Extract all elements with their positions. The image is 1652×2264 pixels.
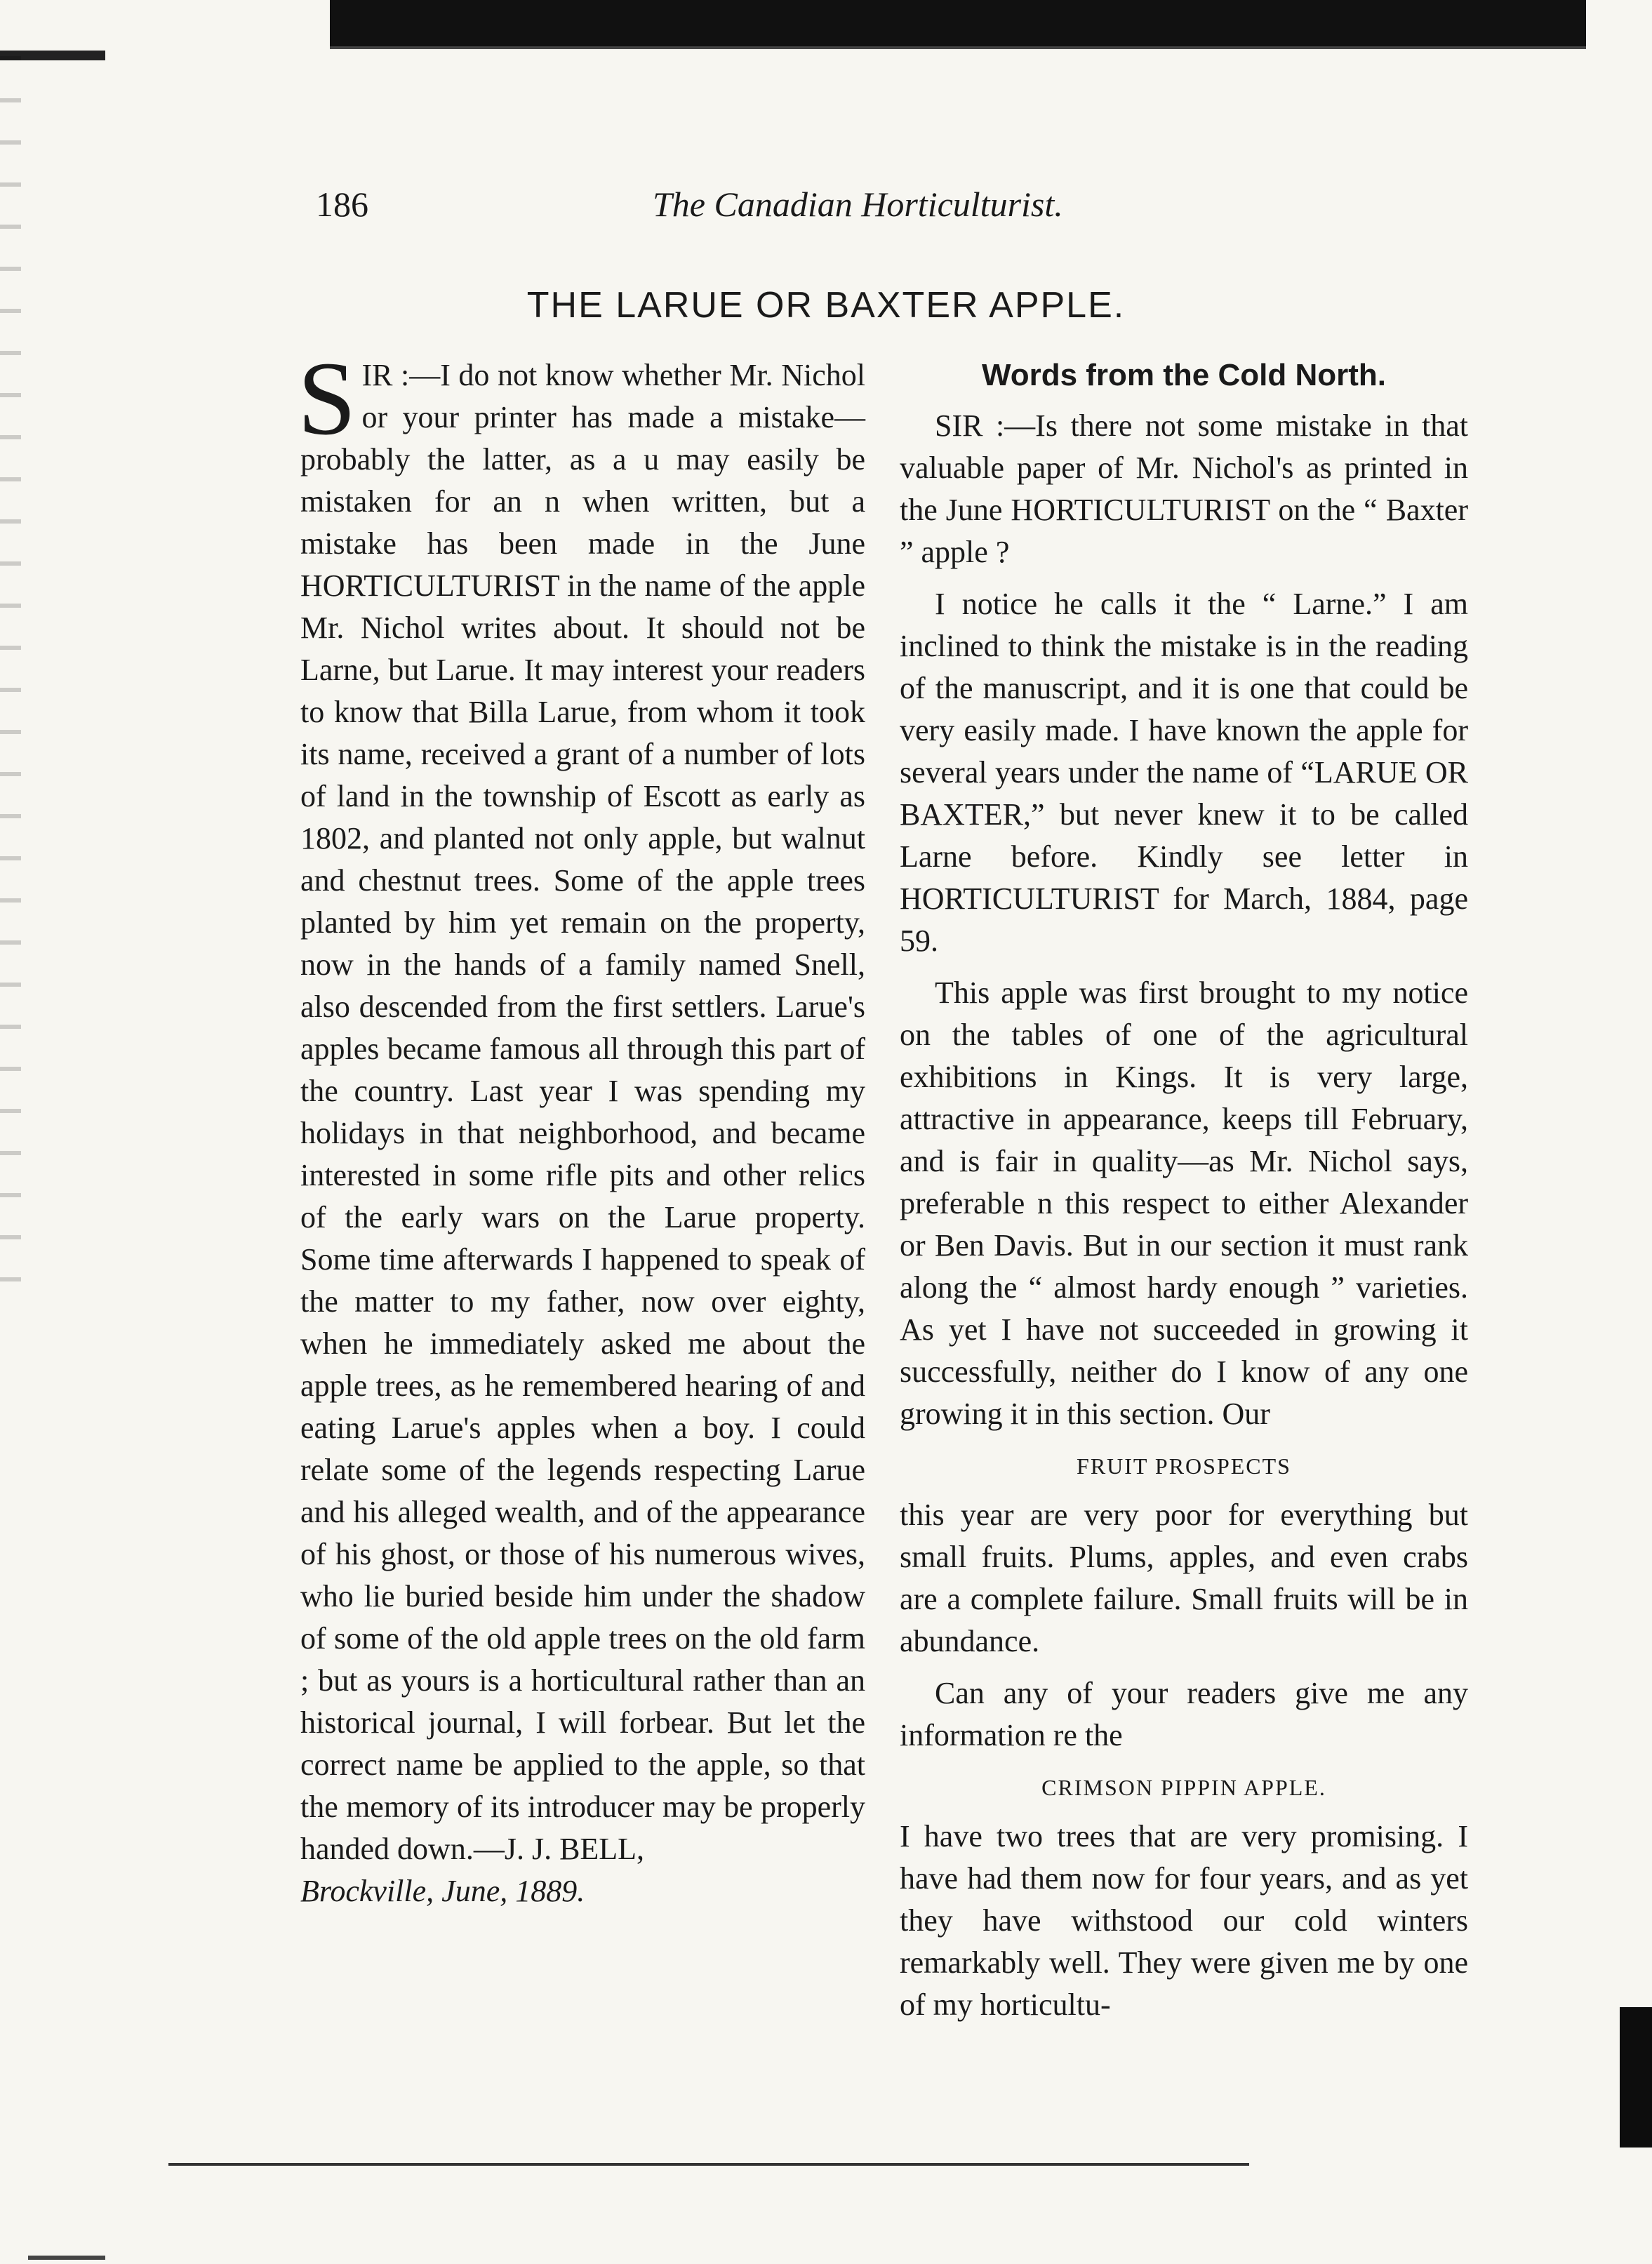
right-paragraph-3: This apple was first brought to my notice on the tables of one of the agricultural exhibitions in Kings. It is very large, attractive in appearance, keeps till February, and is fair in quality—as Mr. Nichol says, preferable n this respect to either Alexander or Ben Davis. But in our section it must rank along the “ almost hardy enough ” varieties. As yet I have not succeeded in growing it successfully, neither do I know of any one growing it in this section. Our [900,975,1468,1431]
left-paragraph-1-text: IR :—I do not know whether Mr. Nichol or your printer has made a mistake—probably the latter, as a u may easily be mistaken for an n when written, but a mistake has been made in the June HORTICULTURIST in the name of the apple Mr. Nichol writes about. It should not be Larne, but Larue. It may interest your readers to know that Billa Larue, from whom it took its name, received a grant of a number of lots of land in the township of Escott as early as 1802, and planted not only apple, but walnut and chestnut trees. Some of the apple trees planted by him yet remain on the property, now in the hands of a family named Snell, also descended from the first settlers. Larue's apples became famous all through this part of the country. Last year I was spending my holidays in that neighborhood, and became interested in some rifle pits and other relics of the early wars on the Larue property. Some time afterwards I happened to speak of the matter to my father, now over eighty, when he immediately asked me about the apple trees, as he remembered hearing of and eating Larue's apples when a boy. I could relate some of the legends respecting Larue and his alleged wealth, and of the appearance of his ghost, or those of his numerous wives, who lie buried beside him under the shadow of some of the old apple trees on the old farm ; but as yours is a horticultural rather than an historical journal, I will forbear. But let the correct name be applied to the apple, so that the memory of its introducer may be properly handed down.—J. J. BELL, [300,358,865,1866]
signature-place-date: Brockville, June, 1889. [300,1874,585,1908]
bottom-rule [168,2163,1249,2166]
running-head [316,184,1481,240]
left-scan-edge [0,56,21,1319]
article-title: THE LARUE OR BAXTER APPLE. [526,285,1126,326]
top-border-thin-rule [330,46,1586,49]
right-column [900,354,1468,2036]
right-paragraph-2: I notice he calls it the “ Larne.” I am inclined to think the mistake is in the reading of the manuscript, and it is one that could be very easily made. I have known the apple for several years under the name of “LARUE OR BAXTER,” but never knew it to be called Larne before. Kindly see letter in HORTICULTURIST for March, 1884, page 59. [900,587,1468,958]
bottom-margin-mark [28,2256,105,2260]
left-paragraph-1 [298,340,865,1912]
journal-title: The Canadian Horticulturist. [653,185,1063,224]
page-number: 186 [316,185,368,224]
drop-cap: S [298,340,357,457]
right-paragraph-6: I have two trees that are very promising. I have had them now for four years, and as yet they have withstood our cold winters remarkably well. They were given me by one of my horticultu- [900,1819,1468,2022]
left-column [298,340,865,1922]
top-border-rule [330,0,1586,46]
section-title: Words from the Cold North. [981,358,1387,392]
right-paragraph-5: Can any of your readers give me any information re the [900,1676,1468,1752]
right-paragraph-4: this year are very poor for everything but small fruits. Plums, apples, and even crabs are a complete failure. Small fruits will be in abundance. [900,1498,1468,1658]
subhead-crimson-pippin: CRIMSON PIPPIN APPLE. [1041,1775,1326,1800]
subhead-fruit-prospects: FRUIT PROSPECTS [1077,1453,1291,1479]
right-edge-blot [1620,2007,1652,2148]
right-paragraph-1: SIR :—Is there not some mistake in that valuable paper of Mr. Nichol's as printed in the June HORTICULTURIST on the “ Baxter ” apple ? [900,408,1468,569]
